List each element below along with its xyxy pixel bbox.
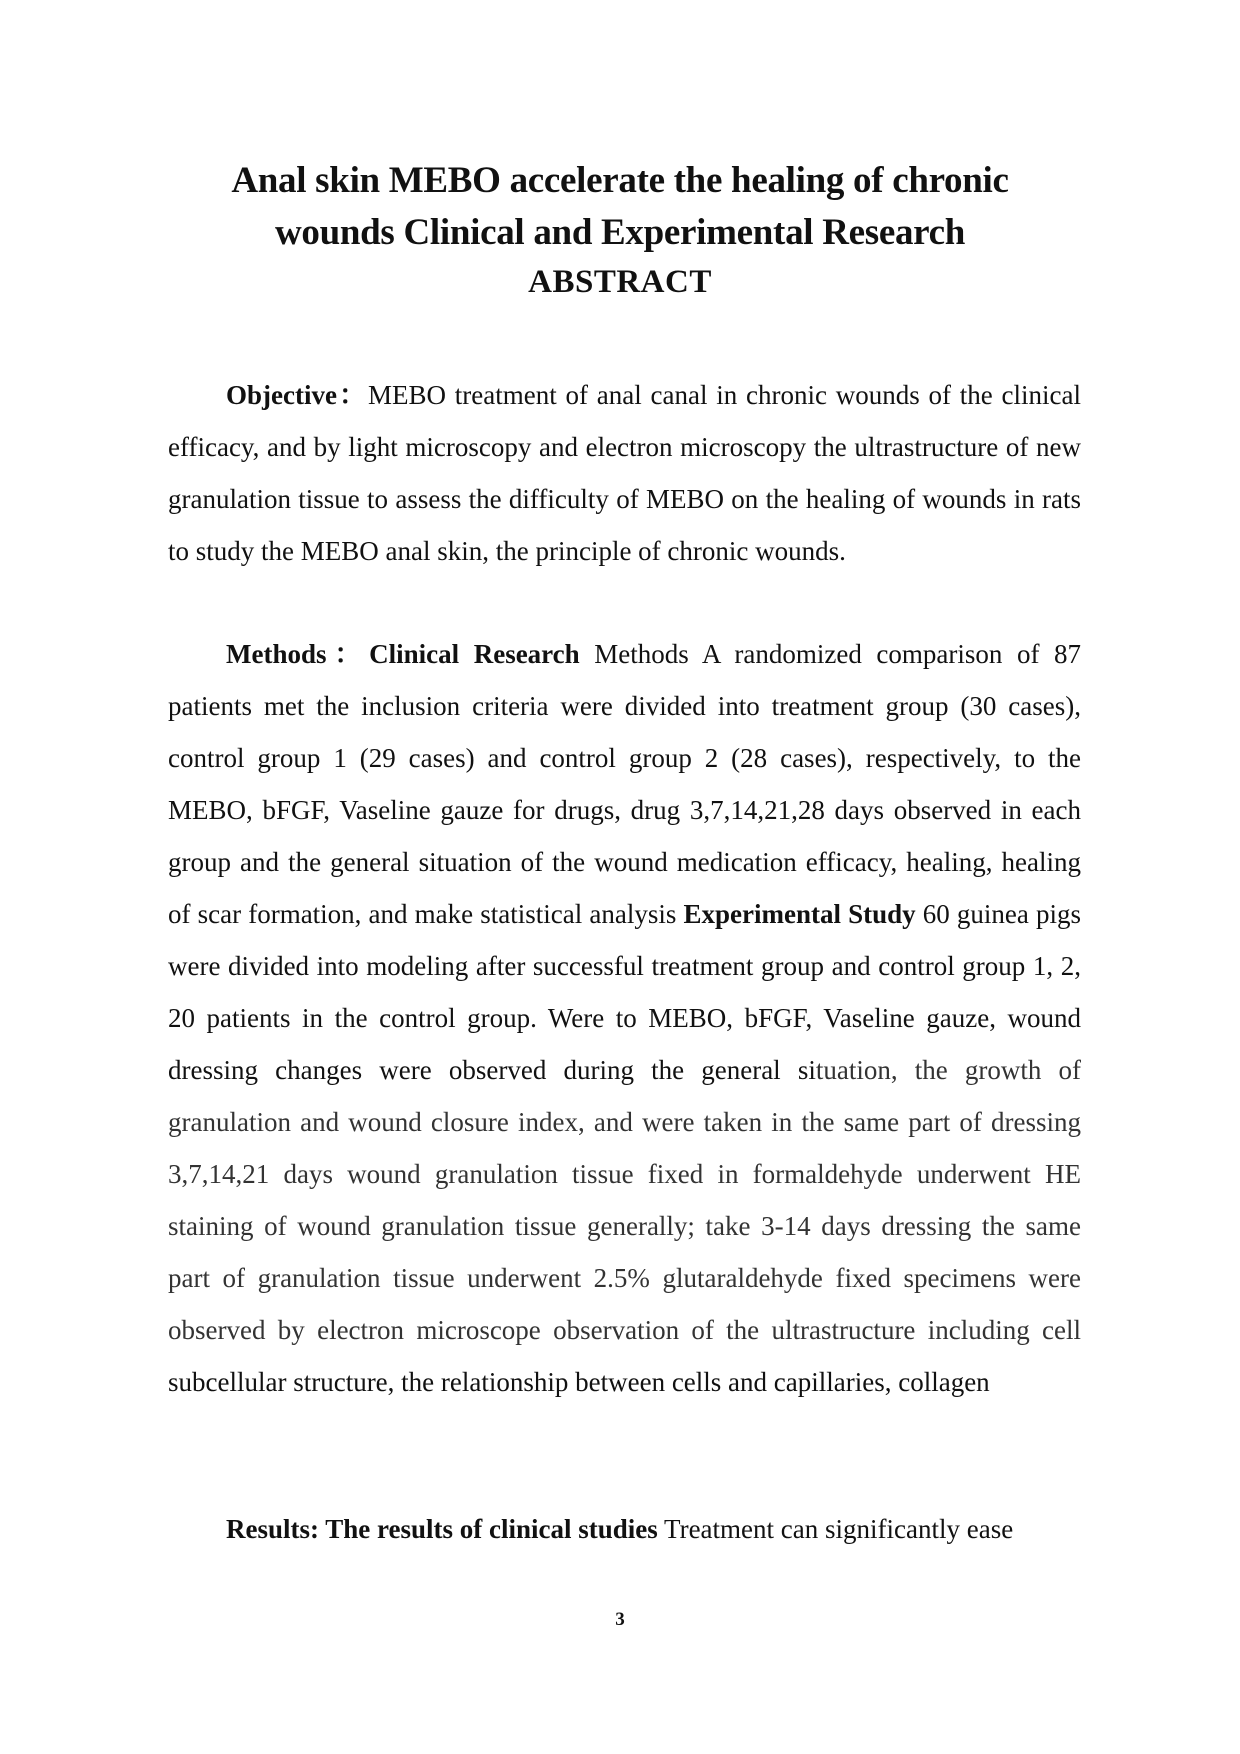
results-text: Treatment can significantly ease xyxy=(657,1514,1014,1544)
objective-section xyxy=(168,369,1081,577)
results-label: Results: The results of clinical studies xyxy=(226,1514,658,1544)
objective-paragraph xyxy=(168,369,1081,577)
results-paragraph xyxy=(168,1503,1081,1555)
objective-label: Objective： xyxy=(226,380,368,410)
page-number: 3 xyxy=(615,1609,625,1630)
methods-paragraph xyxy=(168,628,1081,1408)
experimental-study-text: 60 guinea pigs were divided into modeling after successful treatment group and control group 1, 2, 20 patients in the control group. Were to MEBO, bFGF, Vaseline gauze, wound dressing changes were observed during the general si xyxy=(168,899,1081,1085)
experimental-study-label: Experimental Study xyxy=(683,899,916,929)
experimental-study-text-continued: tuation, the growth of granulation and wound closure index, and were taken in the same part of dressing 3,7,14,21 days wound granulation tissue fixed in formaldehyde underwent HE staining of wound granulation tissue generally; take 3-14 days dressing the same part of granulation tissue underwent 2.5% glutaraldehyde fixed specimens were observed by electron microscope observation of the ultrastructure including cell xyxy=(168,1055,1081,1345)
experimental-study-text-end: subcellular structure, the relationship between cells and capillaries, collagen xyxy=(168,1367,990,1397)
methods-section xyxy=(168,628,1081,1408)
objective-text: MEBO treatment of anal canal in chronic wounds of the clinical efficacy, and by light microscopy and electron microscopy the ultrastructure of new granulation tissue to assess the difficulty of MEBO on the healing of wounds in rats to study the MEBO anal skin, the principle of chronic wounds. xyxy=(168,380,1081,566)
clinical-research-text: Methods A randomized comparison of 87 patients met the inclusion criteria were divided into treatment group (30 cases), control group 1 (29 cases) and control group 2 (28 cases), respectively, to the MEBO, bFGF, Vaseline gauze for drugs, drug 3,7,14,21,28 days observed in each group and the general situation of the wound medication efficacy, healing, healing of scar formation, and make statistical analysis xyxy=(168,639,1081,929)
title-line-2: wounds Clinical and Experimental Research xyxy=(274,212,966,253)
clinical-research-label: Clinical Research xyxy=(369,639,580,669)
results-section xyxy=(168,1503,1081,1555)
title-line-1: Anal skin MEBO accelerate the healing of chronic xyxy=(231,160,1009,201)
methods-label: Methods： xyxy=(226,639,370,669)
abstract-heading: ABSTRACT xyxy=(528,264,712,300)
